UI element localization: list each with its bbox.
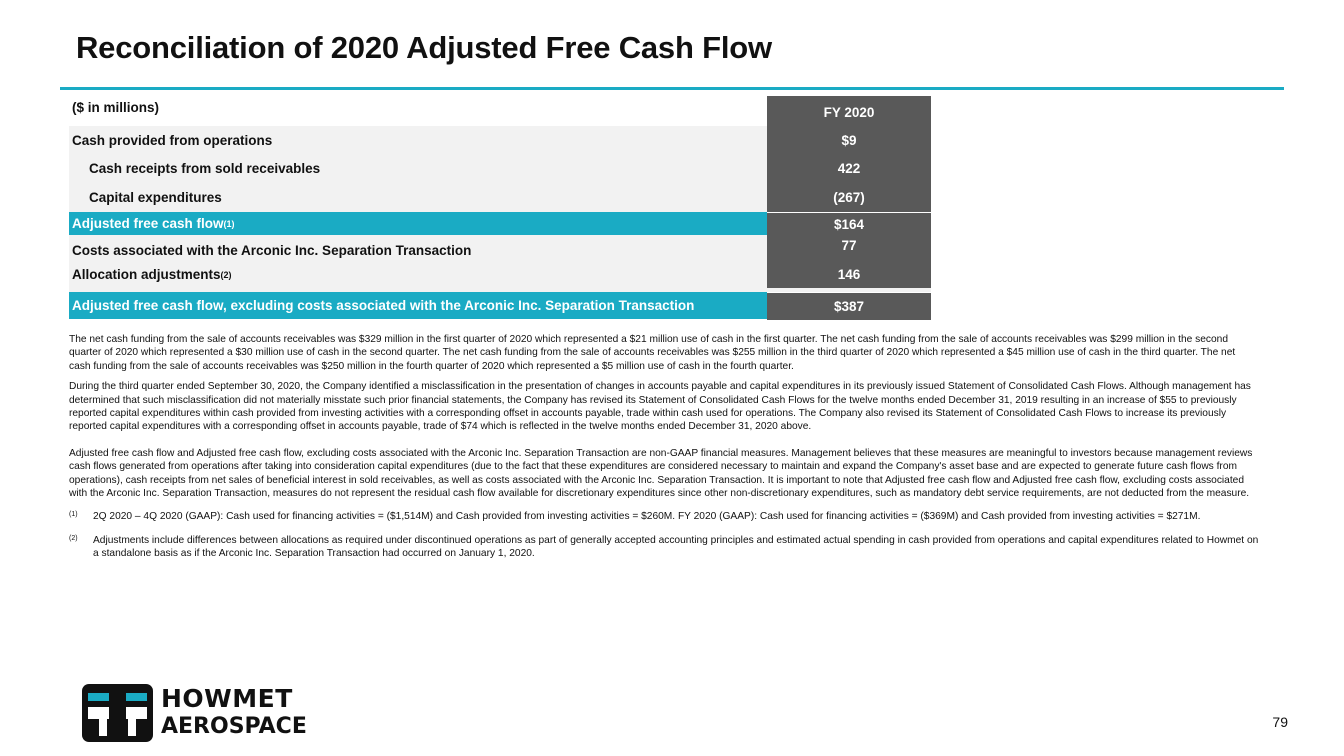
title-divider [60,87,1284,90]
table-row-total [69,288,931,319]
footnote-mark: (2) [69,534,78,542]
table-row [69,182,931,212]
footnote-mark: (1) [69,511,78,519]
notes-section [69,333,1259,571]
row-value: (267) [767,182,931,212]
row-value: 77 [767,235,931,261]
note-paragraph: Adjusted free cash flow and Adjusted free cash flow, excluding costs associated with the Arconic Inc. Separation Transaction are non-GAAP financial measures. Management believes that these measures are meaningful to investors because management reviews cash flows generated from operations after taking into consideration capital expenditures (due to the fact that these expenditures are considered necessary to maintain and expand the Company's asset base and are expected to generate future cash flows from operations), cash receipts from net sales of beneficial interest in sold receivables, as well as costs associated with the Arconic Inc. Separation Transaction. It is important to note that Adjusted free cash flow and Adjusted free cash flow, excluding costs associated with the Arconic Inc. Separation Transaction, measures do not represent the residual cash flow available for discretionary expenditures since other non-discretionary expenditures, such as mandatory debt service requirements, are not deducted from the measure. [69,447,1253,500]
logo-wordmark [161,685,307,740]
row-value: 422 [767,154,931,182]
page-number: 79 [1272,714,1288,730]
logo-line-1: HOWMET [161,684,293,713]
row-label: Adjusted free cash flow (1) [69,212,767,235]
note-paragraph: The net cash funding from the sale of accounts receivables was $329 million in the first quarter of 2020 which represented a $21 million use of cash in the first quarter. The net cash funding from the sale of accounts receivables was $299 million in the second quarter of 2020 which represented a $30 million use of cash in the second quarter. The net cash funding from the sale of accounts receivables was $255 million in the third quarter of 2020 which represented a $45 million use of cash in the third quarter. The net cash funding from the sale of accounts receivables was $250 million in the fourth quarter of 2020 which represented a $5 million use of cash in the fourth quarter. [69,334,1236,372]
row-label: Allocation adjustments (2) [69,261,767,288]
logo-line-2: AEROSPACE [161,714,307,739]
footnote [69,510,1259,523]
row-value: $164 [767,212,931,236]
footnote [69,534,1259,561]
column-header: FY 2020 [767,96,931,126]
table-header-row [69,96,931,126]
howmet-logo [82,683,314,743]
page-title: Reconciliation of 2020 Adjusted Free Cash Flow [76,30,772,65]
table-row [69,154,931,182]
footnote-text: 2Q 2020 – 4Q 2020 (GAAP): Cash used for financing activities = ($1,514M) and Cash provided from investing activities = $260M. FY 2020 (GAAP): Cash used for financing activities = ($369M) and Cash provided from investing activities = $271M. [93,511,1201,523]
reconciliation-table [69,96,931,319]
table-row [69,235,931,261]
row-label: Cash provided from operations [69,126,767,154]
table-row [69,126,931,154]
table-row [69,261,931,288]
unit-label: ($ in millions) [72,100,160,115]
row-value: 146 [767,261,931,288]
row-label: Capital expenditures [69,182,767,212]
footnote-text: Adjustments include differences between allocations as required under discontinued operations as part of generally accepted accounting principles and estimated actual spending in cash provided from operations and capital expenditures related to Howmet on a standalone basis as if the Arconic Inc. Separation Transaction had occurred on January 1, 2020. [93,534,1259,560]
row-label: Cash receipts from sold receivables [69,154,767,182]
note-paragraph: During the third quarter ended September 30, 2020, the Company identified a misclassification in the presentation of changes in accounts payable and capital expenditures in its previously issued Statement of Consolidated Cash Flows. Although management has determined that such misclassification did not materially misstate such prior financial statements, the Company has revised its Statement of Consolidated Cash Flows for the twelve months ended December 31, 2019 resulting in an increase of $55 to previously reported capital expenditures within cash provided from investing activities with a corresponding offset in accounts payable, trade within cash used for operations. The Company also revised its Statement of Consolidated Cash Flows to increase its previously reported capital expenditures with a corresponding offset in accounts payable, trade of $74 which is reflected in the twelve months ended December 31, 2020 above. [69,381,1251,433]
row-label: Costs associated with the Arconic Inc. Separation Transaction [69,235,767,261]
row-value: $9 [767,126,931,154]
row-label: Adjusted free cash flow, excluding costs associated with the Arconic Inc. Separation Transaction [69,292,767,319]
row-value: $387 [767,292,931,320]
table-row-highlight [69,212,931,235]
